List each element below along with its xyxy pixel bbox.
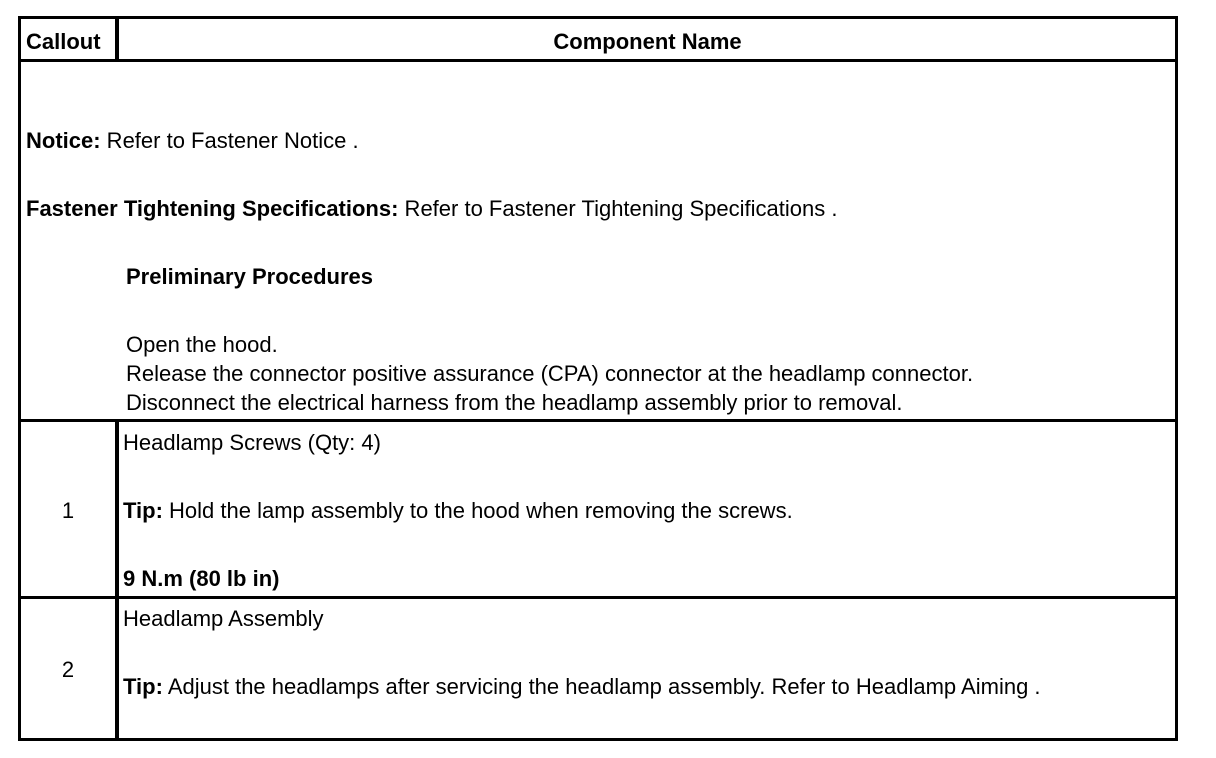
- spec-label: Fastener Tightening Specifications:: [26, 196, 399, 221]
- callout-column-divider: [115, 419, 119, 741]
- notice-text: Refer to Fastener Notice .: [100, 128, 359, 153]
- row-1-torque: 9 N.m (80 lb in): [123, 566, 280, 591]
- preliminary-procedures-title: Preliminary Procedures: [126, 264, 374, 289]
- row-2-tip: [123, 674, 1041, 700]
- component-table: [18, 16, 1178, 741]
- row-2-name: Headlamp Assembly: [123, 606, 324, 631]
- row-1-tip: [123, 498, 793, 524]
- notice-line: [26, 128, 359, 154]
- row-2-callout: 2: [61, 657, 75, 682]
- row-1-tip-text: Hold the lamp assembly to the hood when removing the screws.: [162, 498, 793, 523]
- header-divider: [21, 59, 1175, 62]
- spec-line: [26, 196, 837, 222]
- header-component-name: Component Name: [553, 29, 742, 54]
- notice-label: Notice:: [26, 128, 101, 153]
- row-2-tip-text: Adjust the headlamps after servicing the headlamp assembly. Refer to Headlamp Aiming .: [162, 674, 1041, 699]
- step-2: Release the connector positive assurance (CPA) connector at the headlamp connector.: [126, 361, 974, 386]
- row-1-tip-label: Tip:: [123, 498, 163, 523]
- row-1-name: Headlamp Screws (Qty: 4): [123, 430, 381, 455]
- step-3: Disconnect the electrical harness from the headlamp assembly prior to removal.: [126, 390, 903, 415]
- header-callout: Callout: [26, 29, 101, 54]
- row-divider-1: [21, 419, 1175, 422]
- header-column-divider: [115, 19, 119, 59]
- spec-text: Refer to Fastener Tightening Specifications .: [398, 196, 838, 221]
- row-divider-2: [21, 596, 1175, 599]
- row-1-callout: 1: [61, 498, 75, 523]
- step-1: Open the hood.: [126, 332, 278, 357]
- row-2-tip-label: Tip:: [123, 674, 163, 699]
